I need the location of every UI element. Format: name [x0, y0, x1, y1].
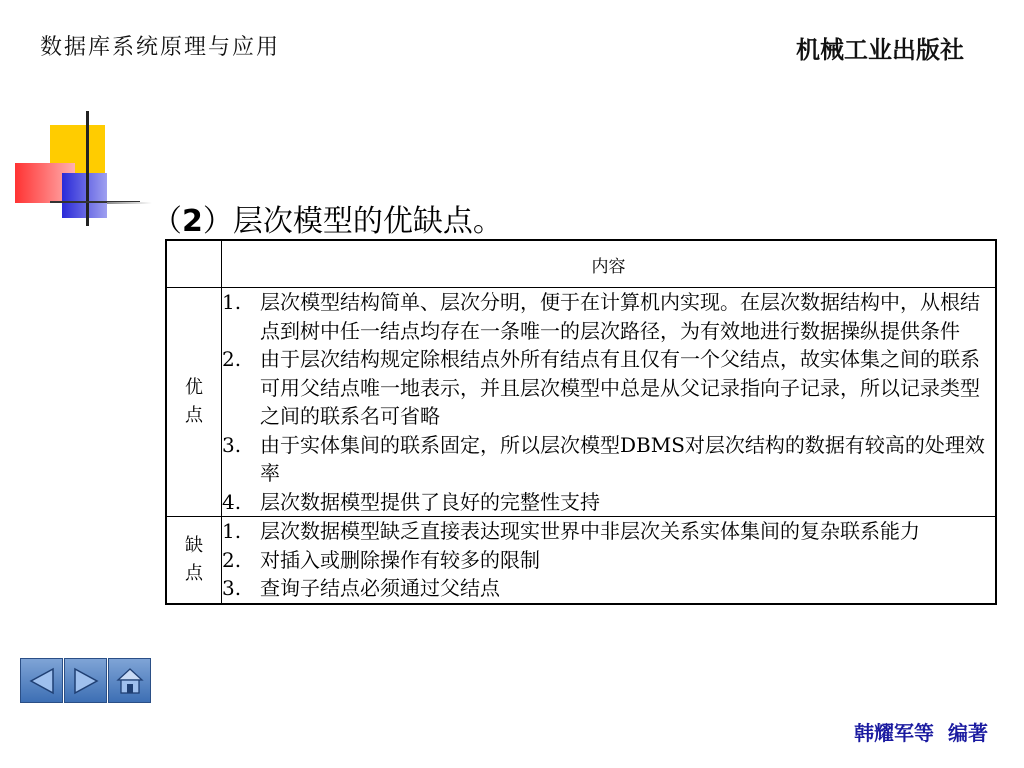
item-text: 查询子结点必须通过父结点 [260, 576, 500, 600]
list-item [222, 517, 995, 546]
advantages-list [222, 288, 995, 516]
slide-navigation [20, 658, 152, 703]
item-text: 由于实体集间的联系固定，所以层次模型DBMS对层次结构的数据有较高的处理效率 [260, 432, 985, 485]
item-text: 层次模型结构简单、层次分明，便于在计算机内实现。在层次数据结构中，从根结点到树中任一结点均存在一条唯一的层次路径，为有效地进行数据操纵提供条件 [260, 290, 980, 343]
content-header-cell: 内容 [222, 240, 997, 288]
list-item [222, 288, 995, 345]
heading-number: 2 [182, 204, 203, 239]
disadvantages-content [222, 517, 997, 604]
list-item [222, 488, 995, 517]
disadvantages-label [166, 517, 222, 604]
blue-square [62, 173, 107, 218]
empty-header-cell [166, 240, 222, 288]
disadvantages-list [222, 517, 995, 603]
item-number: 1. [222, 519, 242, 543]
row-label: 缺点 [184, 534, 203, 584]
prev-slide-button[interactable] [20, 658, 63, 703]
item-number: 2. [222, 347, 242, 371]
next-slide-button[interactable] [64, 658, 107, 703]
decorative-logo [0, 105, 140, 230]
list-item [222, 546, 995, 575]
heading-open-paren: （ [152, 204, 182, 239]
pros-cons-table [165, 239, 997, 605]
table-header-row [166, 240, 996, 288]
home-icon [115, 666, 145, 696]
table-row-disadvantages [166, 517, 996, 604]
book-title: 数据库系统原理与应用 [40, 35, 281, 60]
advantages-content [222, 288, 997, 517]
heading-text: ）层次模型的优缺点。 [202, 204, 503, 239]
section-heading [152, 196, 503, 240]
item-number: 4. [222, 489, 242, 514]
item-text: 层次数据模型提供了良好的完整性支持 [260, 489, 600, 514]
list-item [222, 345, 995, 431]
triangle-right-icon [71, 666, 101, 696]
item-text: 对插入或删除操作有较多的限制 [260, 547, 540, 572]
advantages-label [166, 288, 222, 517]
triangle-left-icon [27, 666, 57, 696]
list-item [222, 431, 995, 488]
home-button[interactable] [108, 658, 151, 703]
item-text: 层次数据模型缺乏直接表达现实世界中非层次关系实体集间的复杂联系能力 [260, 519, 920, 543]
author-credit: 韩耀军等 编著 [854, 721, 988, 745]
table-row-advantages [166, 288, 996, 517]
item-number: 2. [222, 547, 242, 572]
vertical-line [86, 111, 89, 226]
publisher-name: 机械工业出版社 [796, 36, 964, 64]
row-label: 优点 [184, 377, 203, 426]
list-item [222, 574, 995, 603]
item-number: 1. [222, 290, 242, 314]
item-number: 3. [222, 576, 242, 600]
horizontal-fade-line [107, 202, 152, 204]
item-text: 由于层次结构规定除根结点外所有结点有且仅有一个父结点，故实体集之间的联系可用父结点唯一地表示，并且层次模型中总是从父记录指向子记录，所以记录类型之间的联系名可省略 [260, 347, 980, 428]
item-number: 3. [222, 432, 242, 457]
